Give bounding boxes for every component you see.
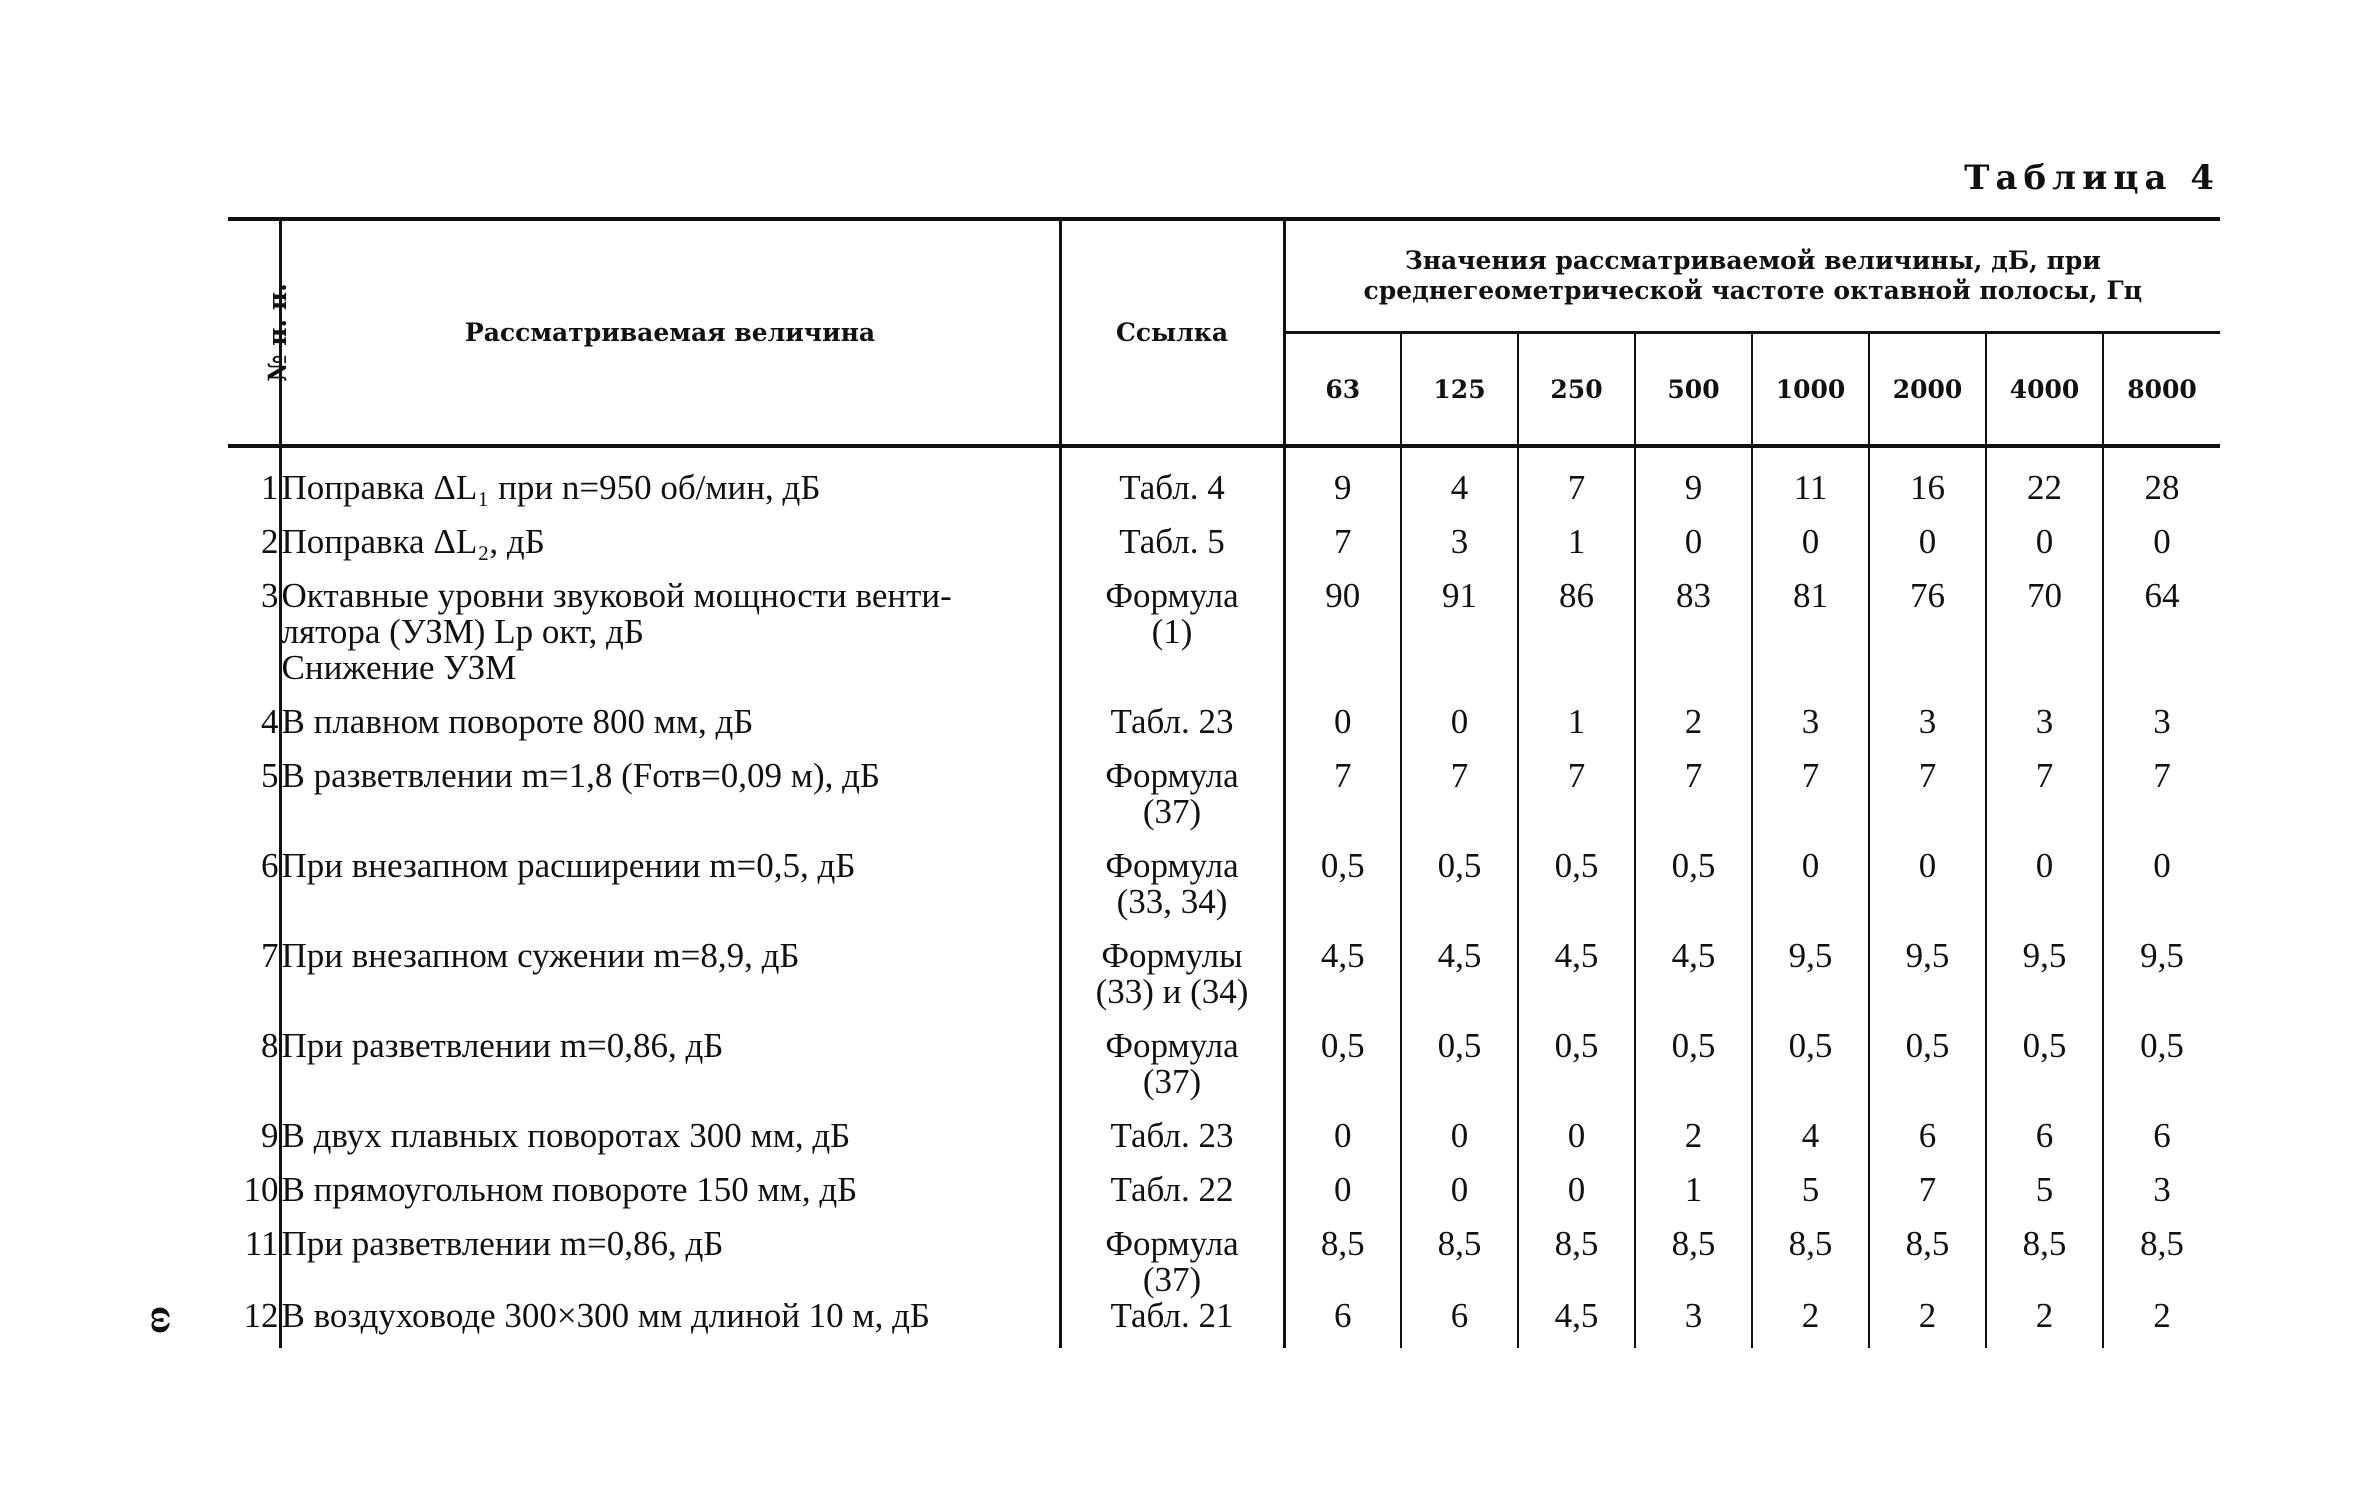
- row-quantity: [280, 1226, 1060, 1298]
- row-quantity: [280, 1298, 1060, 1348]
- row-quantity: [280, 470, 1060, 524]
- row-value: 9,5: [1869, 938, 1986, 1028]
- row-value: 0: [1518, 1118, 1635, 1172]
- table-row: [228, 1226, 2220, 1298]
- row-value: 7: [1869, 1172, 1986, 1226]
- row-value: 9,5: [1986, 938, 2103, 1028]
- row-number: 5: [261, 756, 279, 795]
- row-value: 90: [1284, 578, 1401, 704]
- row-number: 3: [261, 576, 279, 615]
- row-value: 7: [1284, 758, 1401, 848]
- row-reference: [1060, 524, 1284, 578]
- row-number: 11: [244, 1224, 279, 1263]
- row-value: 70: [1986, 578, 2103, 704]
- row-quantity: [280, 1028, 1060, 1118]
- row-number: 8: [261, 1026, 279, 1065]
- reference-line: Формулы: [1101, 936, 1243, 975]
- reference-line: Табл. 5: [1119, 522, 1225, 561]
- header-num: № п. п.: [228, 219, 280, 446]
- row-value: 4,5: [1284, 938, 1401, 1028]
- table-row: [228, 1172, 2220, 1226]
- table-row: [228, 848, 2220, 938]
- row-value: 76: [1869, 578, 1986, 704]
- quantity-line: Поправка ΔL₁ при n=950 об/мин, дБ: [281, 468, 821, 507]
- reference-line: Формула: [1105, 1026, 1239, 1065]
- quantity-line: лятора (УЗМ) Lр окт, дБ: [281, 612, 644, 651]
- reference-line: (33) и (34): [1095, 972, 1249, 1011]
- row-value: 0: [1284, 704, 1401, 758]
- row-value: 0: [1401, 1172, 1518, 1226]
- table-row: [228, 524, 2220, 578]
- row-value: 0,5: [1284, 1028, 1401, 1118]
- row-value: 0,5: [1518, 848, 1635, 938]
- row-value: 0,5: [1401, 1028, 1518, 1118]
- row-number: 10: [243, 1170, 279, 1209]
- row-value: 2: [1635, 1118, 1752, 1172]
- row-value: 3: [1869, 704, 1986, 758]
- row-value: 9,5: [1752, 938, 1869, 1028]
- row-value: 5: [1752, 1172, 1869, 1226]
- reference-line: Табл. 4: [1119, 468, 1225, 507]
- row-value: 16: [1869, 470, 1986, 524]
- row-value: 8,5: [1518, 1226, 1635, 1298]
- quantity-line: В разветвлении m=1,8 (Fотв=0,09 м), дБ: [281, 756, 881, 795]
- quantity-line: При разветвлении m=0,86, дБ: [281, 1224, 724, 1263]
- row-value: 0: [2103, 848, 2220, 938]
- row-quantity: [280, 938, 1060, 1028]
- row-value: 7: [1518, 470, 1635, 524]
- quantity-line: В плавном повороте 800 мм, дБ: [281, 702, 754, 741]
- row-number: 4: [261, 702, 279, 741]
- row-reference: [1060, 938, 1284, 1028]
- row-value: 9: [1635, 470, 1752, 524]
- row-value: 9: [1284, 470, 1401, 524]
- row-value: 7: [1635, 758, 1752, 848]
- reference-line: (1): [1151, 612, 1193, 651]
- row-value: 6: [1869, 1118, 1986, 1172]
- reference-line: Формула: [1105, 1224, 1239, 1263]
- row-reference: [1060, 578, 1284, 704]
- row-value: 3: [1752, 704, 1869, 758]
- header-values-group: Значения рассматриваемой величины, дБ, при среднегеометрической частоте октавной полосы, Гц: [1284, 219, 2220, 333]
- reference-line: (37): [1142, 1062, 1202, 1101]
- row-value: 1: [1635, 1172, 1752, 1226]
- row-value: 86: [1518, 578, 1635, 704]
- row-value: 0,5: [1518, 1028, 1635, 1118]
- reference-line: (37): [1142, 792, 1202, 831]
- row-value: 7: [1518, 758, 1635, 848]
- header-freq: 250: [1518, 333, 1635, 447]
- row-value: 8,5: [2103, 1226, 2220, 1298]
- row-value: 7: [1284, 524, 1401, 578]
- row-reference: [1060, 1028, 1284, 1118]
- row-value: 0: [1635, 524, 1752, 578]
- row-value: 4: [1401, 470, 1518, 524]
- row-quantity: [280, 524, 1060, 578]
- row-value: 5: [1986, 1172, 2103, 1226]
- table-row: [228, 1118, 2220, 1172]
- row-value: 0,5: [1986, 1028, 2103, 1118]
- table-row: [228, 470, 2220, 524]
- row-value: 4,5: [1635, 938, 1752, 1028]
- row-reference: [1060, 758, 1284, 848]
- row-value: 2: [1986, 1298, 2103, 1348]
- row-value: 0,5: [1635, 1028, 1752, 1118]
- row-value: 6: [1284, 1298, 1401, 1348]
- row-value: 8,5: [1401, 1226, 1518, 1298]
- row-quantity: [280, 1118, 1060, 1172]
- table-row: [228, 1028, 2220, 1118]
- row-quantity: [280, 848, 1060, 938]
- row-value: 0,5: [1401, 848, 1518, 938]
- row-value: 1: [1518, 704, 1635, 758]
- row-value: 0: [1284, 1118, 1401, 1172]
- header-freq: 2000: [1869, 333, 1986, 447]
- quantity-line: Снижение УЗМ: [281, 648, 517, 687]
- row-reference: [1060, 1118, 1284, 1172]
- row-value: 6: [2103, 1118, 2220, 1172]
- row-value: 6: [1401, 1298, 1518, 1348]
- row-value: 9,5: [2103, 938, 2220, 1028]
- noise-table: [228, 217, 2220, 1348]
- header-freq: 1000: [1752, 333, 1869, 447]
- row-number: 12: [243, 1296, 279, 1335]
- row-reference: [1060, 704, 1284, 758]
- row-value: 3: [2103, 1172, 2220, 1226]
- row-number: 7: [261, 936, 279, 975]
- row-value: 0,5: [2103, 1028, 2220, 1118]
- quantity-line: Поправка ΔL₂, дБ: [281, 522, 545, 561]
- header-freq: 8000: [2103, 333, 2220, 447]
- quantity-line: При внезапном сужении m=8,9, дБ: [281, 936, 800, 975]
- row-value: 8,5: [1635, 1226, 1752, 1298]
- row-value: 2: [2103, 1298, 2220, 1348]
- row-value: 0,5: [1635, 848, 1752, 938]
- header-quantity: Рассматриваемая величина: [280, 219, 1060, 446]
- row-number: 6: [261, 846, 279, 885]
- row-value: 6: [1986, 1118, 2103, 1172]
- reference-line: Формула: [1105, 576, 1239, 615]
- row-quantity: [280, 1172, 1060, 1226]
- reference-line: Формула: [1105, 846, 1239, 885]
- row-value: 0: [1284, 1172, 1401, 1226]
- row-value: 7: [1401, 758, 1518, 848]
- row-value: 11: [1752, 470, 1869, 524]
- table-row: [228, 704, 2220, 758]
- quantity-line: В воздуховоде 300×300 мм длиной 10 м, дБ: [281, 1296, 930, 1335]
- reference-line: (37): [1142, 1260, 1202, 1299]
- header-freq: 125: [1401, 333, 1518, 447]
- table-row: [228, 1298, 2220, 1348]
- header-freq: 4000: [1986, 333, 2103, 447]
- row-value: 0,5: [1869, 1028, 1986, 1118]
- quantity-line: В двух плавных поворотах 300 мм, дБ: [281, 1116, 851, 1155]
- row-value: 0: [1869, 524, 1986, 578]
- table-body: [228, 446, 2220, 1348]
- quantity-line: Октавные уровни звуковой мощности венти-: [281, 576, 952, 615]
- reference-line: Формула: [1105, 756, 1239, 795]
- row-reference: [1060, 1298, 1284, 1348]
- row-value: 0: [1986, 848, 2103, 938]
- row-value: 7: [1986, 758, 2103, 848]
- row-value: 0: [1869, 848, 1986, 938]
- row-value: 8,5: [1752, 1226, 1869, 1298]
- row-quantity: [280, 758, 1060, 848]
- row-value: 4,5: [1518, 1298, 1635, 1348]
- row-value: 0,5: [1752, 1028, 1869, 1118]
- row-number: 9: [261, 1116, 279, 1155]
- row-value: 22: [1986, 470, 2103, 524]
- row-number: 1: [261, 468, 279, 507]
- header-reference: Ссылка: [1060, 219, 1284, 446]
- row-value: 0,5: [1284, 848, 1401, 938]
- header-freq: 500: [1635, 333, 1752, 447]
- row-value: 0: [1518, 1172, 1635, 1226]
- page-number-mark: ω: [142, 1306, 185, 1334]
- row-value: 4: [1752, 1118, 1869, 1172]
- quantity-line: При внезапном расширении m=0,5, дБ: [281, 846, 856, 885]
- row-reference: [1060, 848, 1284, 938]
- row-value: 0: [1752, 524, 1869, 578]
- row-value: 2: [1635, 704, 1752, 758]
- row-value: 3: [1635, 1298, 1752, 1348]
- table-row: [228, 578, 2220, 704]
- row-value: 3: [1401, 524, 1518, 578]
- reference-line: Табл. 23: [1110, 702, 1234, 741]
- row-value: 0: [1752, 848, 1869, 938]
- row-value: 7: [1869, 758, 1986, 848]
- reference-line: Табл. 21: [1110, 1296, 1234, 1335]
- reference-line: Табл. 22: [1110, 1170, 1234, 1209]
- row-quantity: [280, 704, 1060, 758]
- row-value: 64: [2103, 578, 2220, 704]
- row-value: 8,5: [1986, 1226, 2103, 1298]
- row-quantity: [280, 578, 1060, 704]
- table-row: [228, 758, 2220, 848]
- row-value: 2: [1752, 1298, 1869, 1348]
- table-row: [228, 938, 2220, 1028]
- row-value: 8,5: [1869, 1226, 1986, 1298]
- row-value: 0: [2103, 524, 2220, 578]
- row-value: 0: [1986, 524, 2103, 578]
- row-value: 7: [2103, 758, 2220, 848]
- row-value: 3: [2103, 704, 2220, 758]
- row-reference: [1060, 1226, 1284, 1298]
- row-value: 8,5: [1284, 1226, 1401, 1298]
- reference-line: Табл. 23: [1110, 1116, 1234, 1155]
- row-value: 28: [2103, 470, 2220, 524]
- row-value: 0: [1401, 1118, 1518, 1172]
- row-value: 91: [1401, 578, 1518, 704]
- row-value: 1: [1518, 524, 1635, 578]
- row-number: 2: [261, 522, 279, 561]
- row-value: 2: [1869, 1298, 1986, 1348]
- row-value: 0: [1401, 704, 1518, 758]
- row-value: 4,5: [1518, 938, 1635, 1028]
- row-value: 81: [1752, 578, 1869, 704]
- row-value: 83: [1635, 578, 1752, 704]
- reference-line: (33, 34): [1116, 882, 1228, 921]
- quantity-line: В прямоугольном повороте 150 мм, дБ: [281, 1170, 858, 1209]
- table-title: Таблица 4: [1964, 158, 2220, 198]
- row-reference: [1060, 470, 1284, 524]
- header-freq: 63: [1284, 333, 1401, 447]
- row-value: 3: [1986, 704, 2103, 758]
- row-reference: [1060, 1172, 1284, 1226]
- table-header: [228, 219, 2220, 446]
- quantity-line: При разветвлении m=0,86, дБ: [281, 1026, 724, 1065]
- row-value: 7: [1752, 758, 1869, 848]
- row-value: 4,5: [1401, 938, 1518, 1028]
